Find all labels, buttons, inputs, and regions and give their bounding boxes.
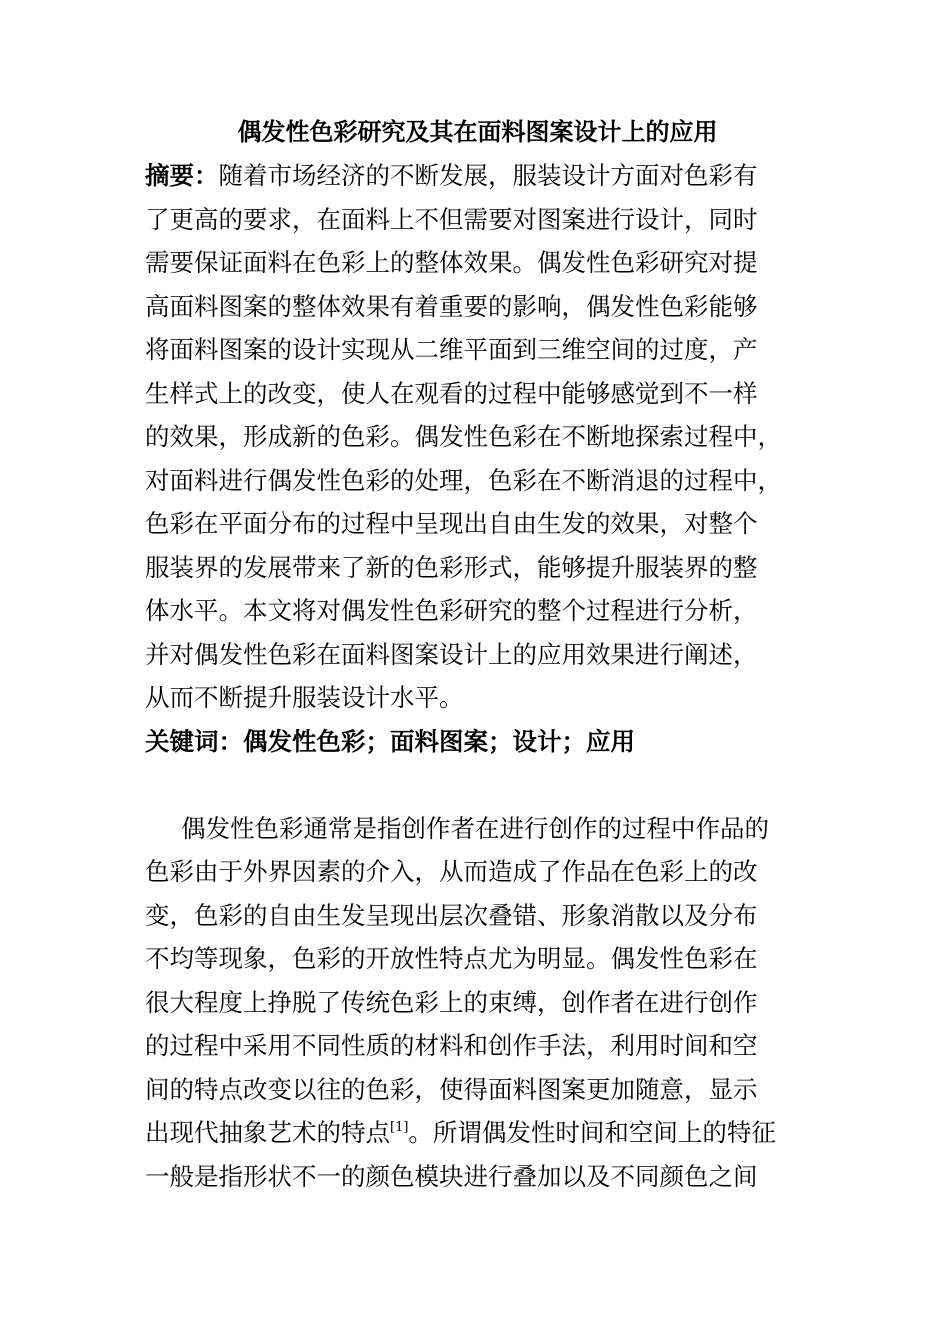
abstract-line: 生样式上的改变，使人在观看的过程中能够感觉到不一样 (145, 378, 758, 408)
abstract-line: 的效果，形成新的色彩。偶发性色彩在不断地探索过程中， (145, 422, 782, 451)
body-line: 变，色彩的自由生发呈现出层次叠错、形象消散以及分布 (145, 900, 758, 930)
citation-reference[interactable]: [1] (390, 1120, 409, 1135)
body-line: 不均等现象，色彩的开放性特点尤为明显。偶发性色彩在 (145, 944, 758, 973)
body-line: 间的特点改变以往的色彩，使得面料图案更加随意，显示 (145, 1074, 758, 1104)
abstract-text: 随着市场经济的不断发展，服装设计方面对色彩有 (218, 161, 758, 190)
abstract-line: 服装界的发展带来了新的色彩形式，能够提升服装界的整 (145, 552, 758, 582)
body-text: 。所谓偶发性时间和空间上的特征 (408, 1118, 776, 1147)
abstract-line: 高面料图案的整体效果有着重要的影响，偶发性色彩能够 (145, 291, 758, 321)
abstract-line: 对面料进行偶发性色彩的处理，色彩在不断消退的过程中， (145, 465, 782, 495)
abstract-section (145, 154, 810, 720)
body-line: 的过程中采用不同性质的材料和创作手法，利用时间和空 (145, 1031, 758, 1060)
body-line: 色彩由于外界因素的介入，从而造成了作品在色彩上的改 (145, 857, 758, 886)
document-page (145, 110, 810, 1198)
body-line: 很大程度上挣脱了传统色彩上的束缚，创作者在进行创作 (145, 987, 758, 1017)
abstract-line: 了更高的要求，在面料上不但需要对图案进行设计，同时 (145, 204, 758, 234)
abstract-line: 体水平。本文将对偶发性色彩研究的整个过程进行分析， (145, 596, 758, 625)
keywords-line: 关键词：偶发性色彩；面料图案；设计；应用 (145, 726, 635, 756)
section-spacer (145, 763, 810, 807)
abstract-line (145, 154, 810, 198)
body-line: 一般是指形状不一的颜色模块进行叠加以及不同颜色之间 (145, 1161, 758, 1191)
body-text: 出现代抽象艺术的特点 (145, 1118, 390, 1147)
paper-title: 偶发性色彩研究及其在面料图案设计上的应用 (237, 117, 718, 146)
abstract-line: 从而不断提升服装设计水平。 (145, 683, 464, 712)
body-line-with-citation (145, 1111, 810, 1155)
abstract-line: 需要保证面料在色彩上的整体效果。偶发性色彩研究对提 (145, 248, 758, 277)
body-section (145, 807, 810, 1199)
body-paragraph-first-line: 偶发性色彩通常是指创作者在进行创作的过程中作品的 (181, 813, 769, 843)
abstract-label: 摘要： (145, 161, 219, 190)
abstract-line: 将面料图案的设计实现从二维平面到三维空间的过度，产 (145, 335, 758, 364)
abstract-line: 并对偶发性色彩在面料图案设计上的应用效果进行阐述， (145, 639, 758, 669)
abstract-line: 色彩在平面分布的过程中呈现出自由生发的效果，对整个 (145, 509, 758, 538)
